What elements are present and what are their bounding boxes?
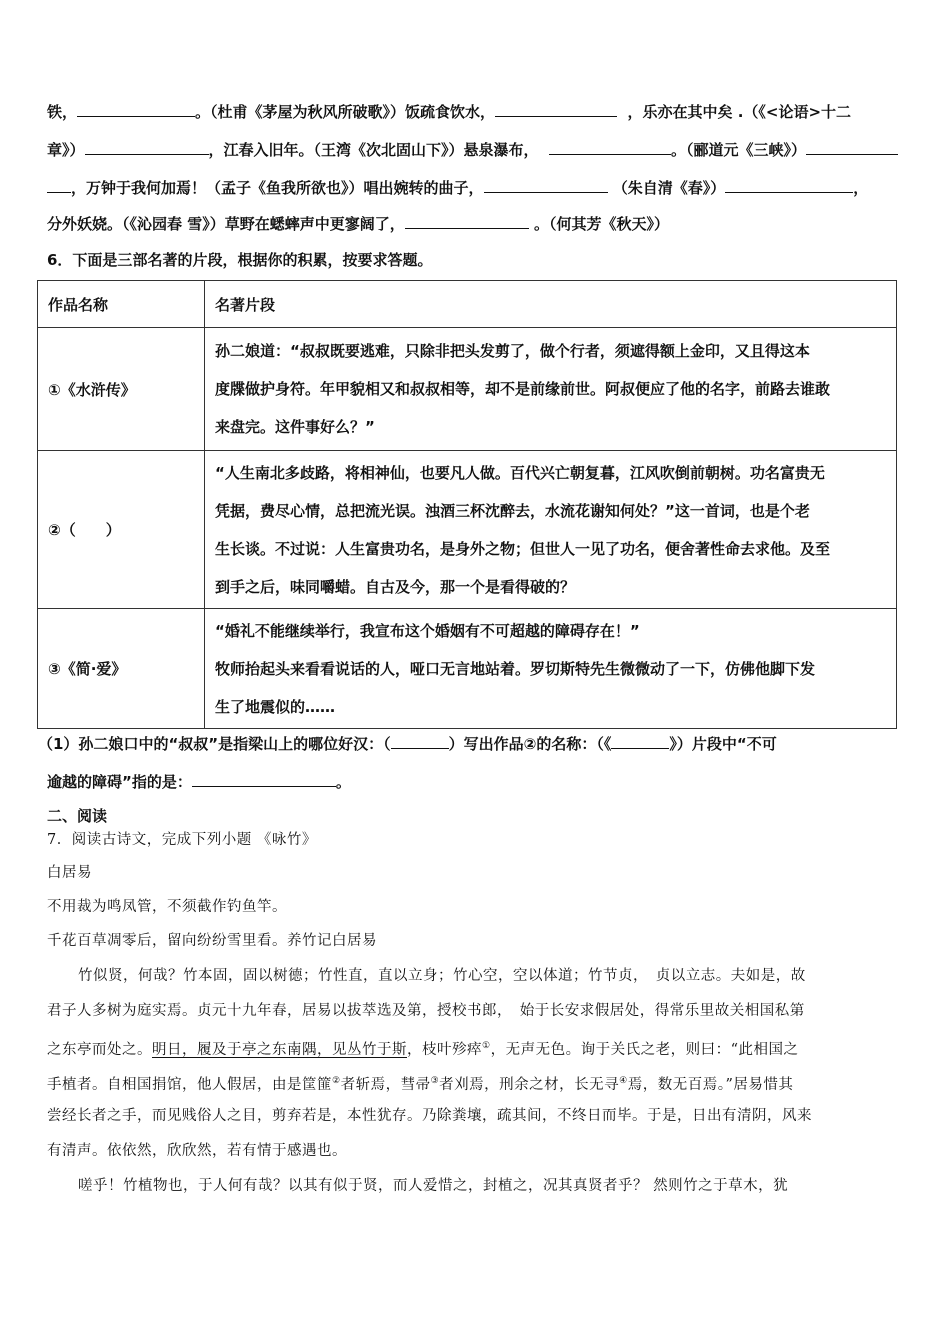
classics-excerpt-table xyxy=(37,280,897,729)
text: ， xyxy=(853,179,869,197)
table-row xyxy=(38,451,897,609)
text: ，乐亦在其中矣 .（《<论语>十二 xyxy=(627,103,852,121)
work-name-blank[interactable] xyxy=(38,451,205,609)
excerpt xyxy=(205,451,897,609)
excerpt-line: “人生南北多歧路，将相神仙，也要凡人做。百代兴亡朝复暮，江风吹倒前朝树。功名富贵无 xyxy=(215,463,825,482)
excerpt-line: 生长谈。不过说：人生富贵功名，是身外之物；但世人一见了功名，便舍著性命去求他。及至 xyxy=(215,539,831,558)
excerpt-line: 来盘完。这件事好么？” xyxy=(215,418,375,436)
question-6-prompt: 6．下面是三部名著的片段，根据你的积累，按要求答题。 xyxy=(47,251,433,269)
table-header-row xyxy=(38,281,897,328)
answer-blank[interactable] xyxy=(405,214,529,229)
answer-blank[interactable] xyxy=(484,178,608,193)
excerpt-line: 度牒做护身符。年甲貌相又和叔叔相等，却不是前缘前世。阿叔便应了他的名字，前路去谁敢 xyxy=(215,380,831,398)
text: 。 xyxy=(335,773,351,791)
footnote-marker: ④ xyxy=(619,1076,628,1086)
footnote-marker: ③ xyxy=(430,1076,440,1086)
text: 逾越的障碍”指的是： xyxy=(47,773,192,791)
fill-blank-line-4 xyxy=(47,214,669,234)
essay-line: 尝经长者之手，而见贱俗人之目，剪弃若是，本性犹存。乃除粪壤，疏其间，不终日而毕。于是，日出有清阴，风来 xyxy=(47,1108,812,1124)
text: 。（杜甫《茅屋为秋风所破歌》）饭疏食饮水， xyxy=(195,103,496,121)
text: ，无声无色。询于关氏之老，则曰：“此相国之 xyxy=(490,1041,799,1058)
answer-blank[interactable] xyxy=(77,102,195,117)
header-excerpt: 名著片段 xyxy=(205,281,897,328)
text: 手植者。自相国捐馆，他人假居，由是筐篚 xyxy=(47,1076,332,1093)
work-name: ③《简·爱》 xyxy=(38,609,205,729)
essay-line: 竹似贤，何哉？竹本固，固以树德；竹性直，直以立身；竹心空，空以体道；竹节贞， 贞以立志。夫如是，故 xyxy=(78,968,806,984)
answer-blank[interactable] xyxy=(725,178,853,193)
text: 焉，数无百焉。”居易惜其 xyxy=(627,1076,794,1093)
text: ，枝叶殄瘁 xyxy=(407,1041,482,1058)
answer-blank[interactable] xyxy=(549,140,671,155)
work-name: ①《水浒传》 xyxy=(38,328,205,451)
text: 章》） xyxy=(47,141,85,159)
text: 者刈焉，刑余之材，长无寻 xyxy=(439,1076,620,1093)
text: （1）孙二娘口中的“叔叔”是指梁山上的哪位好汉：（ xyxy=(38,735,391,753)
excerpt-line: 孙二娘道：“叔叔既要逃难，只除非把头发剪了，做个行者，须遮得额上金印，又且得这本 xyxy=(215,342,810,360)
answer-blank[interactable] xyxy=(495,102,617,117)
answer-blank[interactable] xyxy=(391,734,449,749)
text: 之东亭而处之。 xyxy=(47,1041,152,1058)
text: （朱自清《春》） xyxy=(612,179,726,197)
excerpt-line: 到手之后，味同嚼蜡。自古及今，那一个是看得破的？ xyxy=(215,577,576,596)
poem-author: 白居易 xyxy=(47,865,92,881)
text: 者斩焉，彗帚 xyxy=(340,1076,431,1093)
footnote-marker: ② xyxy=(332,1076,341,1086)
text: ）写出作品②的名称：（《 xyxy=(448,735,612,753)
excerpt-line: 牧师抬起头来看看说话的人，哑口无言地站着。罗切斯特先生微微动了一下，仿佛他脚下发 xyxy=(215,659,816,678)
underlined-sentence: 明日，履及于亭之东南隅，见丛竹于斯 xyxy=(152,1041,407,1058)
fill-blank-line-2 xyxy=(47,140,898,160)
excerpt-line: “婚礼不能继续举行，我宣布这个婚姻有不可超越的障碍存在！” xyxy=(215,621,640,640)
answer-blank[interactable] xyxy=(85,140,209,155)
table-row xyxy=(38,609,897,729)
text: 分外妖娆。（《沁园春 雪》）草野在蟋蟀声中更寥阔了， xyxy=(47,215,405,233)
essay-line xyxy=(47,1036,799,1060)
fill-blank-line-3 xyxy=(47,178,868,198)
text: 。（郦道元《三峡》） xyxy=(670,141,806,159)
essay-line xyxy=(47,1071,793,1095)
answer-blank[interactable] xyxy=(806,140,898,155)
text: ，江春入旧年。（王湾《次北固山下》）悬泉瀑布， xyxy=(208,141,539,159)
essay-line: 君子人多树为庭实焉。贞元十九年春，居易以拔萃选及第，授校书郎， 始于长安求假居处，得常乐里故关相国私第 xyxy=(47,1003,805,1019)
answer-blank[interactable] xyxy=(47,178,71,193)
excerpt xyxy=(205,328,897,451)
poem-line: 千花百草凋零后，留向纷纷雪里看。养竹记白居易 xyxy=(47,933,377,949)
answer-blank[interactable] xyxy=(611,734,669,749)
text: 。（何其芳《秋天》） xyxy=(533,215,669,233)
table-row xyxy=(38,328,897,451)
question-7-prompt: 7．阅读古诗文，完成下列小题 《咏竹》 xyxy=(47,832,317,848)
excerpt-line: 凭据，费尽心情，总把流光误。浊酒三杯沈醉去，水流花谢知何处？”这一首词，也是个老 xyxy=(215,501,810,520)
question-6-sub-1 xyxy=(38,734,777,754)
question-6-sub-1-cont xyxy=(47,772,351,792)
header-work-title: 作品名称 xyxy=(38,281,205,328)
text: 铁， xyxy=(47,103,78,121)
essay-line: 嗟乎！竹植物也，于人何有哉？以其有似于贤，而人爱惜之，封植之，况其真贤者乎？ 然则竹之于草木，犹 xyxy=(78,1178,789,1194)
footnote-marker: ① xyxy=(482,1041,491,1051)
work-name: ②（ ） xyxy=(48,521,121,539)
text: ，万钟于我何加焉！（孟子《鱼我所欲也》）唱出婉转的曲子， xyxy=(71,179,484,197)
poem-line: 不用裁为鸣凤管，不须截作钓鱼竿。 xyxy=(47,899,287,915)
essay-line: 有清声。依依然，欣欣然，若有情于感遇也。 xyxy=(47,1143,347,1159)
text: 》）片段中“不可 xyxy=(669,735,777,753)
excerpt-line: 生了地震似的…… xyxy=(215,697,336,716)
section-heading-reading: 二、阅读 xyxy=(47,807,108,825)
fill-blank-line-1 xyxy=(47,102,851,122)
answer-blank[interactable] xyxy=(192,772,336,787)
excerpt xyxy=(205,609,897,729)
